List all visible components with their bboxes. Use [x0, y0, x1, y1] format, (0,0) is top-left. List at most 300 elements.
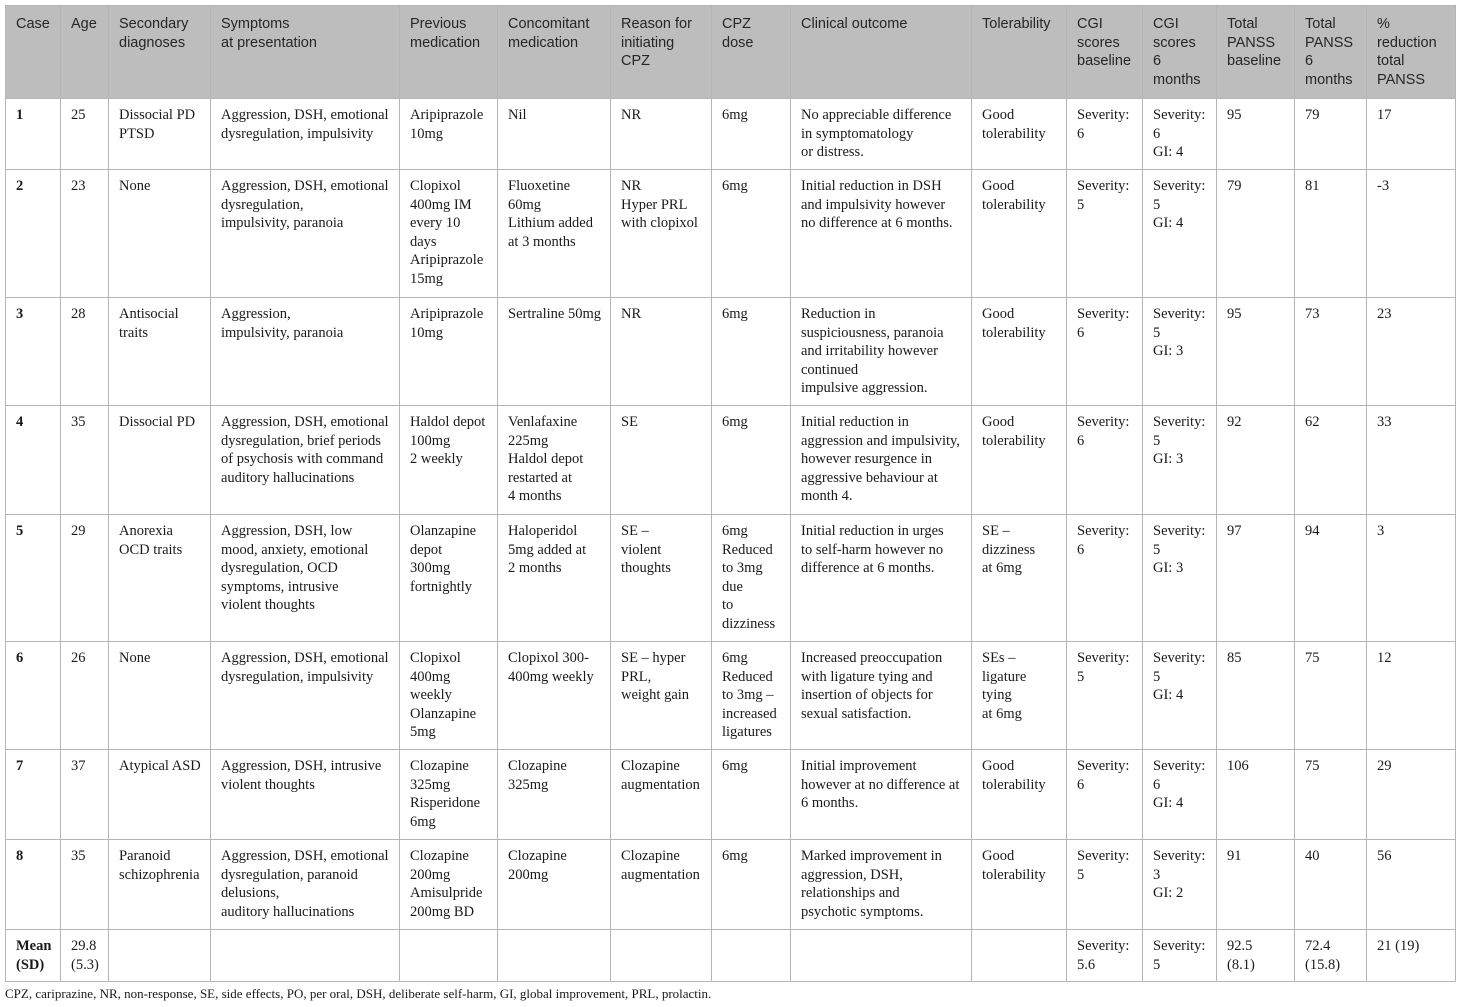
cell-line: initiating: [621, 34, 675, 51]
cell-line: at 3 months: [508, 233, 576, 250]
cell-line: NR: [621, 306, 642, 322]
cell-concomitant-medication: [498, 99, 611, 170]
cell-line: 5: [1077, 196, 1085, 213]
header-previous-medication: [400, 6, 498, 99]
cell-line: however resurgence in: [801, 451, 932, 468]
cell-line: impulsivity, paranoia: [221, 215, 344, 232]
table-row: [6, 170, 1456, 298]
cell-clinical-outcome: [791, 406, 972, 515]
cell-line: 5: [1153, 432, 1161, 449]
cell-line: 81: [1305, 178, 1320, 194]
header-secondary-diagnoses: [109, 6, 211, 99]
cell-line: Atypical ASD: [119, 758, 201, 774]
cell-line: 106: [1227, 758, 1249, 774]
cell-line: Good: [982, 306, 1015, 322]
cell-previous-medication: [400, 930, 498, 982]
cell-line: auditory hallucinations: [221, 469, 355, 486]
cell-line: baseline: [1077, 53, 1132, 70]
cell-line: 6: [1153, 776, 1161, 793]
table-row-mean: [6, 930, 1456, 982]
cell-cgi-baseline: [1067, 406, 1143, 515]
cell-line: 92.5: [1227, 938, 1253, 954]
cell-line: 23: [71, 178, 86, 194]
cell-line: Clopixol 300-: [508, 650, 589, 666]
cell-line: Reason for: [621, 16, 692, 32]
header-row: [6, 6, 1456, 99]
cell-line: Severity:: [1153, 938, 1206, 954]
cell-line: SE –: [982, 523, 1010, 539]
cell-line: weight gain: [621, 687, 690, 704]
cell-cgi-6-months: [1143, 930, 1217, 982]
cell-line: Clozapine: [621, 848, 680, 864]
cell-panss-6-months: [1295, 840, 1367, 930]
cell-line: 5: [1153, 668, 1161, 685]
cell-cgi-baseline: [1067, 515, 1143, 642]
cell-line: (8.1): [1227, 956, 1255, 973]
cell-case: [6, 750, 61, 840]
cell-line: Total: [1305, 16, 1336, 32]
cell-line: (SD): [16, 956, 45, 973]
cell-line: 79: [1227, 178, 1242, 194]
cell-line: Haldol depot: [410, 414, 486, 430]
cell-line: 6: [1153, 125, 1161, 142]
cell-line: 60mg: [508, 196, 542, 213]
cell-line: Severity:: [1077, 523, 1130, 539]
cell-line: 400mg IM: [410, 196, 472, 213]
cell-secondary-diagnoses: [109, 406, 211, 515]
cell-line: Good: [982, 107, 1015, 123]
cell-line: impulsivity, paranoia: [221, 324, 344, 341]
cell-line: Aggression, DSH, emotional: [221, 848, 389, 864]
cell-symptoms: [211, 750, 400, 840]
cell-line: tolerability: [982, 324, 1046, 341]
cell-line: Risperidone: [410, 795, 481, 812]
cell-concomitant-medication: [498, 170, 611, 298]
cell-line: 6: [1305, 53, 1314, 70]
cell-secondary-diagnoses: [109, 750, 211, 840]
cell-line: tolerability: [982, 125, 1046, 142]
cell-case: [6, 930, 61, 982]
cell-line: 6: [1077, 324, 1085, 341]
cell-line: or distress.: [801, 144, 864, 161]
cell-line: dysregulation, impulsivity: [221, 125, 374, 142]
cell-line: 29.8: [71, 938, 97, 954]
cell-line: 17: [1377, 107, 1392, 123]
cell-line: months: [1305, 71, 1353, 88]
cell-line: Hyper PRL: [621, 196, 688, 213]
cell-line: Haloperidol: [508, 523, 578, 539]
cell-cgi-baseline: [1067, 840, 1143, 930]
header-tolerability: [972, 6, 1067, 99]
cell-cpz-dose: [712, 930, 791, 982]
cell-line: Severity:: [1153, 306, 1206, 322]
cell-line: Clozapine: [410, 848, 469, 864]
cell-line: 25: [71, 107, 86, 123]
cell-line: 5: [1077, 668, 1085, 685]
cell-line: tolerability: [982, 866, 1046, 883]
cell-line: Clozapine: [621, 758, 680, 774]
cell-line: Initial reduction in: [801, 414, 909, 430]
cell-line: of psychosis with command: [221, 451, 384, 468]
cell-line: 95: [1227, 107, 1242, 123]
cell-line: 225mg: [508, 432, 549, 449]
cell-line: 6mg: [722, 848, 748, 864]
cell-line: 5mg: [410, 724, 436, 741]
cell-line: 23: [1377, 306, 1392, 322]
cell-line: augmentation: [621, 866, 700, 883]
cell-line: auditory hallucinations: [221, 903, 355, 920]
cell-line: 6mg: [722, 523, 748, 539]
cell-line: 2: [16, 178, 24, 194]
cell-line: Fluoxetine: [508, 178, 571, 194]
header-cgi-baseline: [1067, 6, 1143, 99]
cell-line: Olanzapine: [410, 705, 477, 722]
cell-concomitant-medication: [498, 642, 611, 750]
cell-line: 3: [16, 306, 24, 322]
cell-previous-medication: [400, 406, 498, 515]
header-panss-reduction: [1367, 6, 1456, 99]
cell-line: violent thoughts: [221, 776, 315, 793]
cell-line: Sertraline 50mg: [508, 306, 602, 322]
cell-line: 26: [71, 650, 86, 666]
cell-line: 75: [1305, 650, 1320, 666]
cell-line: GI: 4: [1153, 144, 1184, 161]
cell-line: Severity:: [1153, 848, 1206, 864]
cell-line: Good: [982, 178, 1015, 194]
cell-line: tolerability: [982, 196, 1046, 213]
cell-line: 3: [1377, 523, 1385, 539]
header-panss-6-months: [1295, 6, 1367, 99]
cell-panss-baseline: [1217, 298, 1295, 406]
cell-line: Good: [982, 758, 1015, 774]
cell-panss-reduction: [1367, 750, 1456, 840]
cell-line: 200mg BD: [410, 903, 475, 920]
cell-line: Symptoms: [221, 16, 290, 32]
cell-line: None: [119, 650, 151, 666]
cell-clinical-outcome: [791, 99, 972, 170]
cell-line: Haldol depot: [508, 451, 584, 468]
cell-cgi-baseline: [1067, 99, 1143, 170]
cell-cgi-6-months: [1143, 99, 1217, 170]
cell-line: mood, anxiety, emotional: [221, 541, 369, 558]
cell-panss-reduction: [1367, 642, 1456, 750]
cell-line: 8: [16, 848, 24, 864]
cell-cpz-dose: [712, 99, 791, 170]
cell-line: CPZ: [621, 53, 650, 70]
cell-line: Severity:: [1077, 178, 1130, 194]
cell-line: 6: [1153, 53, 1162, 70]
cell-line: 6: [1077, 432, 1085, 449]
cell-line: SE –: [621, 523, 649, 539]
cell-tolerability: [972, 99, 1067, 170]
header-symptoms: [211, 6, 400, 99]
cell-line: 35: [71, 414, 86, 430]
cell-clinical-outcome: [791, 515, 972, 642]
cell-line: to: [722, 597, 734, 614]
cell-line: Severity:: [1153, 758, 1206, 774]
cell-concomitant-medication: [498, 750, 611, 840]
cell-line: Previous: [410, 16, 467, 32]
cell-line: Aggression, DSH, emotional: [221, 107, 389, 123]
cell-cpz-dose: [712, 642, 791, 750]
cell-line: augmentation: [621, 776, 700, 793]
table-row: [6, 642, 1456, 750]
cell-line: 94: [1305, 523, 1320, 539]
cell-panss-6-months: [1295, 642, 1367, 750]
cell-symptoms: [211, 170, 400, 298]
cell-symptoms: [211, 930, 400, 982]
cell-line: scores: [1153, 34, 1196, 51]
cell-symptoms: [211, 298, 400, 406]
table-header: [6, 6, 1456, 99]
cell-line: 6mg: [722, 758, 748, 774]
cell-line: 5: [1153, 196, 1161, 213]
cell-line: Aggression, DSH, low: [221, 523, 353, 539]
cell-line: Paranoid: [119, 848, 171, 864]
cell-line: days: [410, 233, 437, 250]
cell-line: 1: [16, 107, 24, 123]
cell-reason-initiating: [611, 840, 712, 930]
cell-line: Case: [16, 16, 50, 32]
cell-line: Antisocial: [119, 306, 179, 322]
results-table: [5, 5, 1456, 982]
cell-tolerability: [972, 750, 1067, 840]
cell-line: 5: [16, 523, 24, 539]
cell-line: 6mg: [722, 107, 748, 123]
cell-line: 6: [1077, 776, 1085, 793]
cell-line: 35: [71, 848, 86, 864]
cell-clinical-outcome: [791, 298, 972, 406]
cell-panss-baseline: [1217, 406, 1295, 515]
table-row: [6, 406, 1456, 515]
cell-line: Aripiprazole: [410, 306, 484, 322]
cell-line: (15.8): [1305, 956, 1341, 973]
cell-line: 5: [1077, 866, 1085, 883]
cell-line: to 3mg: [722, 560, 763, 577]
cell-line: (5.3): [71, 956, 99, 973]
cell-case: [6, 406, 61, 515]
cell-line: Clinical outcome: [801, 16, 908, 32]
cell-line: Aggression,: [221, 306, 291, 322]
cell-line: 2 months: [508, 560, 562, 577]
cell-line: tolerability: [982, 776, 1046, 793]
cell-line: PANSS: [1227, 34, 1276, 51]
cell-line: GI: 4: [1153, 687, 1184, 704]
cell-clinical-outcome: [791, 642, 972, 750]
table-footnote: CPZ, cariprazine, NR, non-response, SE, side effects, PO, per oral, DSH, deliberate self-harm, GI, global improvement, PRL, prolactin.: [5, 986, 712, 1001]
cell-symptoms: [211, 406, 400, 515]
cell-line: PRL,: [621, 668, 652, 685]
cell-line: None: [119, 178, 151, 194]
cell-line: dysregulation,: [221, 196, 304, 213]
cell-tolerability: [972, 515, 1067, 642]
cell-line: Severity:: [1077, 650, 1130, 666]
cell-line: 6 months.: [801, 795, 859, 812]
cell-line: NR: [621, 178, 642, 194]
cell-line: Severity:: [1077, 938, 1130, 954]
header-cpz-dose: [712, 6, 791, 99]
cell-symptoms: [211, 840, 400, 930]
cell-line: tolerability: [982, 432, 1046, 449]
cell-panss-baseline: [1217, 170, 1295, 298]
cell-line: suspiciousness, paranoia: [801, 324, 944, 341]
table-body: [6, 99, 1456, 982]
cell-line: Secondary: [119, 16, 189, 32]
cell-concomitant-medication: [498, 406, 611, 515]
cell-line: Venlafaxine: [508, 414, 578, 430]
cell-line: to self-harm however no: [801, 541, 944, 558]
cell-line: 7: [16, 758, 24, 774]
header-age: [61, 6, 109, 99]
cell-age: [61, 170, 109, 298]
cell-line: 6: [16, 650, 24, 666]
cell-line: Anorexia: [119, 523, 173, 539]
cell-line: increased: [722, 705, 777, 722]
cell-cpz-dose: [712, 298, 791, 406]
cell-line: Initial improvement: [801, 758, 917, 774]
cell-cgi-6-months: [1143, 406, 1217, 515]
cell-line: 56: [1377, 848, 1392, 864]
cell-line: sexual satisfaction.: [801, 705, 912, 722]
cell-secondary-diagnoses: [109, 99, 211, 170]
cell-line: Age: [71, 16, 97, 32]
cell-age: [61, 99, 109, 170]
cell-symptoms: [211, 515, 400, 642]
cell-line: continued: [801, 361, 859, 378]
table-row: [6, 298, 1456, 406]
table-row: [6, 99, 1456, 170]
cell-line: month 4.: [801, 488, 853, 505]
cell-line: CGI: [1077, 16, 1103, 32]
cell-line: with ligature tying and: [801, 668, 933, 685]
header-reason-initiating: [611, 6, 712, 99]
cell-line: tying: [982, 687, 1012, 704]
cell-reason-initiating: [611, 642, 712, 750]
cell-panss-6-months: [1295, 930, 1367, 982]
cell-previous-medication: [400, 170, 498, 298]
cell-panss-6-months: [1295, 99, 1367, 170]
cell-line: depot: [410, 541, 443, 558]
cell-line: PANSS: [1305, 34, 1354, 51]
cell-line: at presentation: [221, 34, 317, 51]
cell-line: GI: 2: [1153, 885, 1184, 902]
cell-cpz-dose: [712, 170, 791, 298]
cell-line: Severity:: [1153, 414, 1206, 430]
cell-line: Aggression, DSH, intrusive: [221, 758, 382, 774]
cell-line: 6mg: [722, 306, 748, 322]
table-row: [6, 750, 1456, 840]
header-clinical-outcome: [791, 6, 972, 99]
cell-line: diagnoses: [119, 34, 186, 51]
cell-line: 5: [1153, 324, 1161, 341]
cell-line: Clozapine: [508, 848, 567, 864]
cell-secondary-diagnoses: [109, 840, 211, 930]
cell-line: 6: [1077, 125, 1085, 142]
cell-cpz-dose: [712, 406, 791, 515]
cell-line: Dissocial PD: [119, 107, 196, 123]
cell-line: aggressive behaviour at: [801, 469, 938, 486]
cell-line: 73: [1305, 306, 1320, 322]
cell-line: weekly: [410, 687, 452, 704]
cell-panss-baseline: [1217, 642, 1295, 750]
cell-cpz-dose: [712, 840, 791, 930]
cell-line: 4: [16, 414, 24, 430]
cell-line: SE – hyper: [621, 650, 686, 666]
cell-cgi-6-months: [1143, 642, 1217, 750]
cell-reason-initiating: [611, 298, 712, 406]
cell-line: Clopixol: [410, 178, 461, 194]
cell-line: dysregulation, impulsivity: [221, 668, 374, 685]
cell-line: 95: [1227, 306, 1242, 322]
cell-line: PTSD: [119, 125, 155, 142]
cell-line: fortnightly: [410, 578, 473, 595]
cell-panss-reduction: [1367, 298, 1456, 406]
cell-line: Concomitant: [508, 16, 590, 32]
cell-line: 300mg: [410, 560, 451, 577]
cell-previous-medication: [400, 515, 498, 642]
cell-line: reduction: [1377, 34, 1437, 51]
cell-symptoms: [211, 642, 400, 750]
cell-line: with clopixol: [621, 215, 698, 232]
cell-reason-initiating: [611, 750, 712, 840]
cell-line: impulsive aggression.: [801, 380, 928, 397]
cell-line: Nil: [508, 107, 527, 123]
cell-line: 75: [1305, 758, 1320, 774]
cell-line: OCD traits: [119, 541, 183, 558]
cell-cpz-dose: [712, 515, 791, 642]
cell-reason-initiating: [611, 170, 712, 298]
cell-line: 21 (19): [1377, 938, 1420, 954]
cell-panss-reduction: [1367, 406, 1456, 515]
cell-age: [61, 840, 109, 930]
cell-line: Olanzapine: [410, 523, 477, 539]
header-panss-baseline: [1217, 6, 1295, 99]
cell-concomitant-medication: [498, 298, 611, 406]
cell-line: PANSS: [1377, 71, 1426, 88]
cell-age: [61, 642, 109, 750]
cell-clinical-outcome: [791, 930, 972, 982]
cell-line: restarted at: [508, 469, 573, 486]
cell-line: total: [1377, 53, 1405, 70]
cell-line: Reduced: [722, 668, 773, 685]
cell-line: 400mg: [410, 668, 451, 685]
cell-line: 97: [1227, 523, 1242, 539]
cell-line: Severity:: [1153, 650, 1206, 666]
cell-line: GI: 3: [1153, 343, 1184, 360]
cell-tolerability: [972, 406, 1067, 515]
cell-line: 91: [1227, 848, 1242, 864]
cell-line: traits: [119, 324, 148, 341]
cell-line: 100mg: [410, 432, 451, 449]
cell-line: Mean: [16, 938, 52, 954]
cell-secondary-diagnoses: [109, 515, 211, 642]
cell-case: [6, 298, 61, 406]
cell-previous-medication: [400, 298, 498, 406]
cell-line: Severity:: [1077, 414, 1130, 430]
cell-line: 6mg: [722, 414, 748, 430]
cell-line: 200mg: [410, 866, 451, 883]
cell-tolerability: [972, 170, 1067, 298]
cell-age: [61, 515, 109, 642]
cell-line: Aripiprazole: [410, 107, 484, 123]
cell-panss-6-months: [1295, 750, 1367, 840]
cell-clinical-outcome: [791, 840, 972, 930]
cell-line: Total: [1227, 16, 1258, 32]
cell-line: dysregulation, OCD: [221, 560, 338, 577]
cell-line: Severity:: [1077, 758, 1130, 774]
cell-panss-reduction: [1367, 515, 1456, 642]
cell-line: 10mg: [410, 324, 444, 341]
